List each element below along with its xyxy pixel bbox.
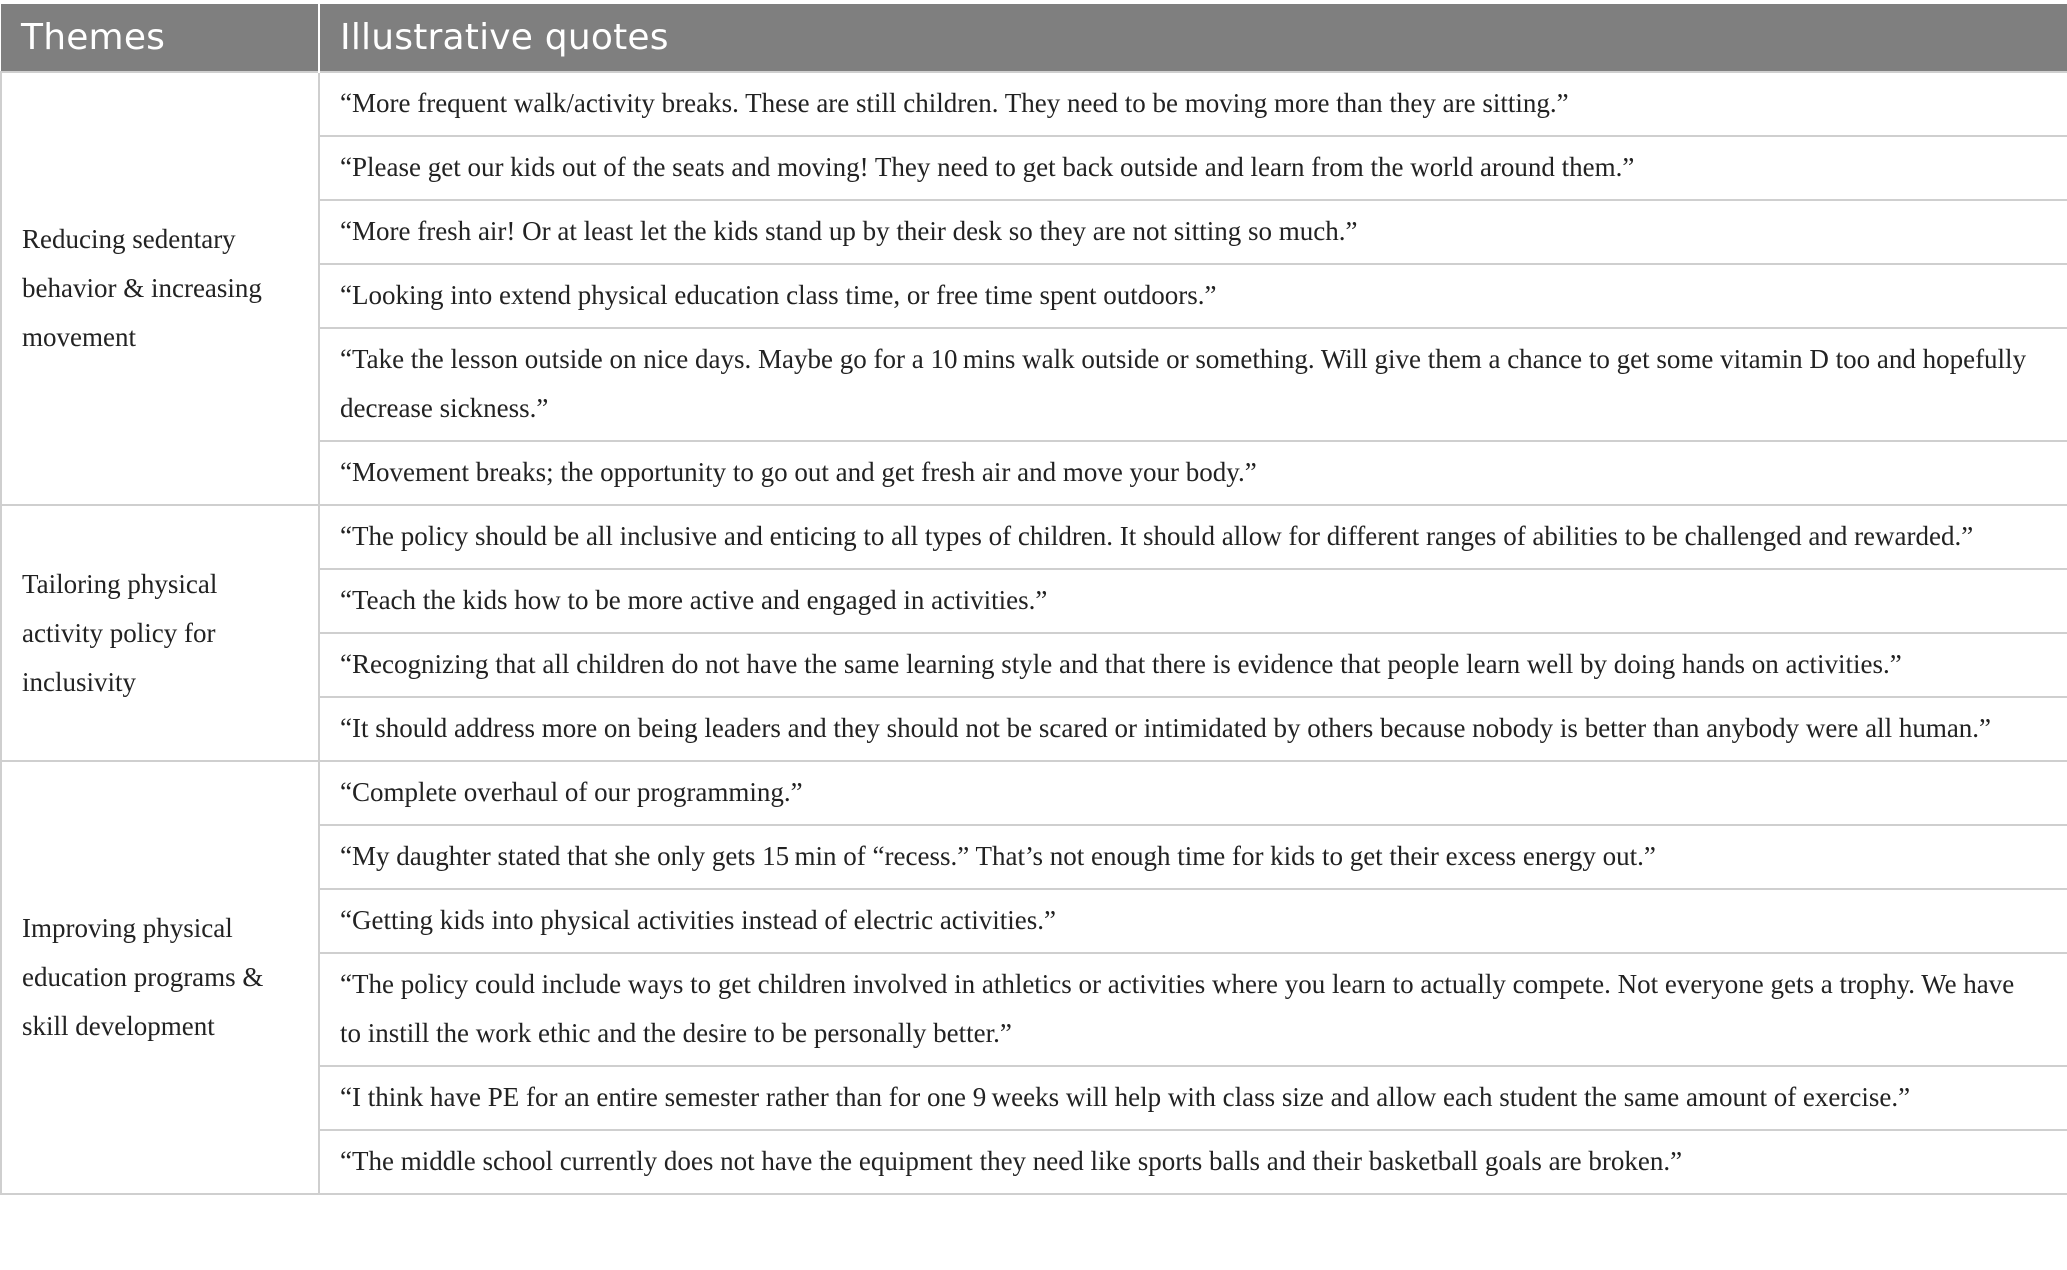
quote-cell: “The policy should be all inclusive and enticing to all types of children. It should allow for different ranges of abilities to be challenged and rewarded.” [319, 505, 2067, 569]
quote-cell: “More fresh air! Or at least let the kids stand up by their desk so they are not sitting so much.” [319, 200, 2067, 264]
table-body [1, 72, 2067, 1194]
quote-cell: “It should address more on being leaders and they should not be scared or intimidated by others because nobody is better than anybody were all human.” [319, 697, 2067, 761]
themes-quotes-table [0, 4, 2067, 1195]
theme-cell: Tailoring physical activity policy for inclusivity [1, 505, 319, 761]
quote-cell: “Getting kids into physical activities instead of electric activities.” [319, 889, 2067, 953]
quote-cell: “Take the lesson outside on nice days. Maybe go for a 10 mins walk outside or something. Will give them a chance to get some vitamin D too and hopefully decrease sickness.” [319, 328, 2067, 441]
quote-cell: “My daughter stated that she only gets 15 min of “recess.” That’s not enough time for kids to get their excess energy out.” [319, 825, 2067, 889]
table-row [1, 505, 2067, 569]
quote-cell: “Please get our kids out of the seats and moving! They need to get back outside and learn from the world around them.” [319, 136, 2067, 200]
quote-cell: “Looking into extend physical education class time, or free time spent outdoors.” [319, 264, 2067, 328]
header-row [1, 4, 2067, 72]
table-header [1, 4, 2067, 72]
quote-cell: “The policy could include ways to get children involved in athletics or activities where you learn to actually compete. Not everyone gets a trophy. We have to instill the work ethic and the desire to be personally better.” [319, 953, 2067, 1066]
quote-cell: “The middle school currently does not have the equipment they need like sports balls and their basketball goals are broken.” [319, 1130, 2067, 1194]
quote-cell: “Teach the kids how to be more active and engaged in activities.” [319, 569, 2067, 633]
table-row [1, 761, 2067, 825]
quote-cell: “Complete overhaul of our programming.” [319, 761, 2067, 825]
theme-cell: Reducing sedentary behavior & increasing movement [1, 72, 319, 505]
themes-quotes-table-container [0, 4, 2067, 1195]
theme-cell: Improving physical education programs & skill development [1, 761, 319, 1194]
quote-cell: “Movement breaks; the opportunity to go out and get fresh air and move your body.” [319, 441, 2067, 505]
table-row [1, 72, 2067, 136]
header-illustrative-quotes: Illustrative quotes [319, 4, 2067, 72]
quote-cell: “More frequent walk/activity breaks. These are still children. They need to be moving more than they are sitting.” [319, 72, 2067, 136]
quote-cell: “Recognizing that all children do not have the same learning style and that there is evidence that people learn well by doing hands on activities.” [319, 633, 2067, 697]
header-themes: Themes [1, 4, 319, 72]
quote-cell: “I think have PE for an entire semester rather than for one 9 weeks will help with class size and allow each student the same amount of exercise.” [319, 1066, 2067, 1130]
